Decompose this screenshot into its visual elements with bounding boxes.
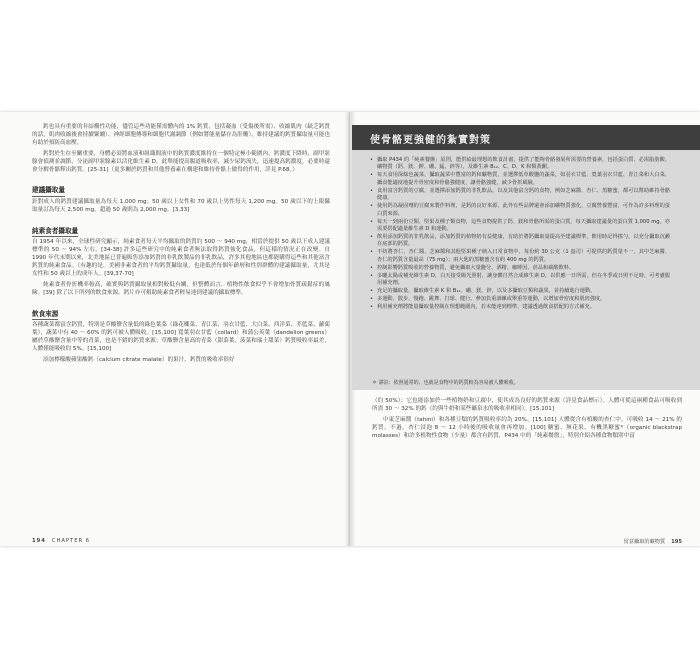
list-item: • 多運動，散步、慢跑、跳舞、打球、健行，參加負重訓練或舉重等運動，以增加骨密度和肌肉強度。 (370, 296, 606, 303)
bullet-icon: • (370, 249, 373, 256)
tips-list (370, 157, 670, 312)
list-item: • 多曬太陽或補充維生素 D，白天接受陽光照射，讓身體自然合成維生素 D，以供應一日所需，但在冬季或日照不足時，可考慮服用補充劑。 (370, 272, 670, 287)
paragraph: 鈣也具有重要的非結構性功能，儘管這些功能僅需體內的 1% 鈣質，包括凝血（受傷後所需）、收縮肌肉（缺乏鈣質的話，肌肉收縮後會持續緊繃）、神經細胞傳導和細胞代謝調節（例如將能量儲存為肝醣），維持建議的鈣質攝取量可能也有助於預防高血壓。 (32, 124, 330, 146)
list-item: • 每天一到兩份豆類、堅果及種子類食物，這些食物提供了鈣、鎂和骨骼所需的蛋白質。每天攝取建議量的蛋白質 1,000 mg，亦需要搭配適量維生素 D 和運動。 (370, 218, 670, 233)
bullet-icon: • (370, 288, 373, 295)
section-heading-sources: 飲食來源 (32, 310, 58, 321)
bullet-icon: • (370, 296, 373, 303)
sidebar-box-title: 使骨骼更強健的紮實對策 (370, 135, 491, 146)
left-page-text (32, 124, 330, 368)
bullet-icon: • (370, 172, 373, 179)
right-page-text (372, 398, 682, 444)
bullet-icon: • (370, 157, 373, 163)
bullet-icon: • (370, 272, 373, 279)
paragraph: 各種蔬菜都富含鈣質，特別是草酸鹽含量低的綠色葉菜（綠花椰菜、青江菜、羽衣甘藍、大白菜、西洋菜、芥藍菜、蘿蔔葉），蔬菜中有 40 ～ 60% 的鈣可被人體吸收。[15,100] 寬葉羽衣甘藍（collard）和蒲公英葉（dandelion greens）屬於草酸鹽含量中等的青菜，也是不錯的鈣質來源；草酸鹽含量高的青菜（甜菜葉、菠菜和瑞士甜菜）鈣質吸收率最差，人體僅能吸收約 5%。[15,100] (32, 322, 330, 352)
paragraph: （約 50%）；它也能添加於一些植物奶和豆腐中，使其成為良好的鈣質來源（詳見食品標示）。人體可從這兩種食品可吸收到所需 30 ～ 32% 的鈣（約與牛奶和某些礦泉水的吸收率相同）。[15,101] (372, 398, 682, 412)
running-title: 留意攝取的礦物質 (623, 539, 666, 545)
sidebar-box-note: ＊ 譯註：依照通常的、也就是食物中的鈣質較為容易被人體吸收。 (372, 380, 519, 386)
bullet-icon: • (370, 218, 373, 225)
section-heading-vegan: 純素食者攝取量 (32, 227, 78, 238)
paragraph: 添加檸檬酸蘋果酸鈣（calcium citrate malate）的果汁，鈣質的吸收率很好 (43, 356, 235, 363)
list-item: • 飲用添加鈣質的非乳飲品，添加鈣質的植物奶有益健康，有助於將鈣攝取量提高至建議標準，飲用時記得搖勻，以充分攝取沉澱在底部的鈣質。 (370, 234, 670, 248)
paragraph: 針對成人的鈣質建議攝取量為每天 1,000 mg；50 歲以上女性和 70 歲以上男性每天 1,200 mg。50 歲以下的上限攝取量訂為每天 2,500 mg，超過 50 歲則為 2,000 mg。[3,33] (32, 198, 330, 213)
bullet-icon: • (370, 234, 373, 241)
bullet-icon: • (370, 203, 373, 210)
list-item: • 控制影響鈣質吸收的營養物質，避免攝取大量鹽分、酒精、咖啡因、菸品和碳酸飲料。 (370, 264, 575, 271)
list-item: • 攝取 P434 的「純素餐盤」原則，能供給最理想的飲食計畫，提供了能夠骨骼發展所需要的營養素，包括蛋白質、必需脂肪酸、礦物質（鈣、鎂、鉀、硼、錳、鋅等），及維生素 B₁₂、C、D、K 和類黃酮。 (370, 157, 670, 171)
list-item: • 利用補充劑將能量攝取量控制在理想範圍內，若未能達到標準，建議透過飲食搭配的方式補充。 (370, 304, 595, 311)
page-number: 195 (671, 539, 682, 545)
paragraph: 自 1954 年以來，全球性研究顯示，純素食者每天平均攝取的鈣質約 500 ～ 940 mg，相當於提供 50 歲以下成人建議標準的 50 ～ 94% 左右。[34-38] 許多這些研究中的純素食者無法取得鈣質強化食品，但這樣的情況正在改變。自 1990 年代末期以來，北美地區已普遍販售添加鈣質的非乳飲製品的非乳飲品，許多其他地區也都能購得這些和其他富含鈣質的純素食品。（有趣的是，美國非素食者的平均鈣質攝取量，也達低於每個年齡層和性別群體的建議攝取量，尤其是女性和 50 歲以上的成年人。[39,37-70] (32, 239, 330, 277)
paragraph: 純素食者骨折機率較高，確實與鈣質攝取量相對較低有關，但整體而言，植物性飲食似乎不會增加骨質疏鬆症的風險。[39] 除了以下所列的飲食來源，鈣片亦可幫助純素食者輕易達到建議的攝取標準。 (32, 281, 330, 296)
paragraph: 鈣對於生存至關重要，身體必須將血液和組織間液中的鈣質濃度維持在一個特定極小範圍內，鈣濃度下降時，副甲狀腺會偵測並調節，分泌副甲狀腺素以活化維生素 D，此舉能提高腸道吸收率，減少尿鈣流失，迅速提高鈣濃度，必要時還會分解骨骼釋出鈣質。[25-31]（更多關於鈣質和其他營養素在構建和維持骨骼上做得的作用，詳見 P.68。） (32, 150, 330, 173)
chapter-label: CHAPTER 6 (51, 538, 91, 544)
bullet-icon: • (370, 264, 373, 271)
list-item: • 每天食用深綠色蔬菜，攝取蔬菜中豐富的鈣和礦物質，並選擇低草酸鹽的蔬菜，如羽衣甘藍、寬葉羽衣甘藍、青江菜和大白菜。攝食能適度地提升骨密度和骨骼強健度，讓骨骼強健，減少骨折風險。 (370, 172, 670, 186)
list-item: • 充足的攝取量，攝取維生素 K 和 B₁₂、硼、鎂、鋅，以及多攝取豆類和蔬果，並持續進行運動。 (370, 288, 596, 295)
left-page-footer (32, 538, 90, 544)
sidebar-box-header (352, 125, 700, 150)
list-item: • 不妨將杏仁、杏仁醬、芝麻醬和其他堅果種子納入日常食物中，每份約 30 公克（1 盎司）可提供的鈣質量不一，其中芝麻醬、杏仁的鈣質含量最高（75 mg）；兩大匙的黑糖蜜含有約 400 mg 的鈣質。 (370, 249, 670, 263)
bullet-icon: • (370, 187, 373, 194)
list-item: • 食用富含鈣質的豆腐，並選擇添加鈣質的非乳飲品，以及其他富含鈣的食物，例如芝麻醬、杏仁、黑糖蜜，都可以幫助維持骨骼健康。 (370, 187, 670, 202)
page-number: 194 (32, 538, 46, 544)
right-page-footer (624, 538, 682, 545)
bullet-icon: • (370, 304, 373, 311)
section-heading-intake: 建議攝取量 (32, 186, 65, 197)
list-item: • 使用鈣為凝固劑的豆腐來製作料理，是鈣的良好來源，此外有些品牌還會添加礦物質強化，豆腐營養豐富，可作為許多料理的蛋白質來源。 (370, 203, 670, 217)
paragraph: 中東芝麻醬（tahini）和各種豆類的鈣質吸收率約為 20%。[15,101] 人體從含有植酸的杏仁中，可吸收 14 ～ 21% 的鈣質，不過，杏仁浸泡 8 ～ 12 小時後的吸收量會再增加。[100] 糖蜜、無花果、有機黑糖蜜*（organic blackstrap molasses）和許多植物性食物（少量）都含有鈣質，P434 中的「純素餐盤」，特別介紹各種食物類別中富 (372, 416, 682, 439)
